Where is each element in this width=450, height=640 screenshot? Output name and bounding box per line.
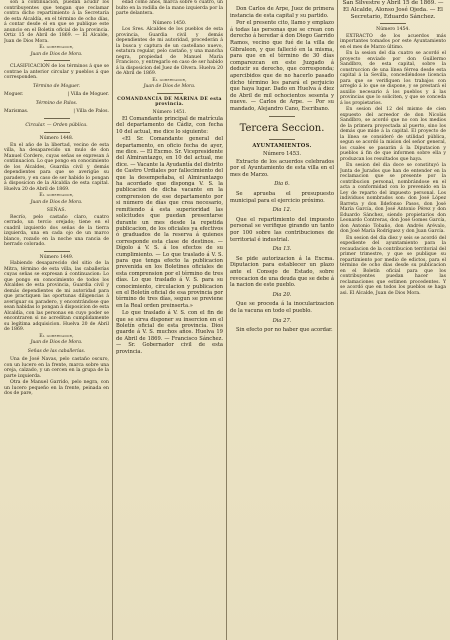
day-heading: Dia 12. [272,207,292,214]
section-title: Tercera Seccion. [239,122,325,134]
column-2 [116,0,223,640]
paragraph: En sesion del 12 del mismo de cien expuesto del acreedor de don Nicolás Sandlbro, se acordó que no con los medios de la primera proyectada al puerto, sino los demás que mide á la capital. El proyecto de la línea se consideró de utilidad pública, segun se acordó la mision del señor general, los cuales se pasarán á la Diputacion y pueblos á fin de que informen sobre ella y produzcan los resultados que haya. [340,107,446,162]
day-heading: Dia 27. [272,317,292,324]
signature-title: El gobernador, [39,45,74,50]
paragraph: son á continuacion, puedan acudir los contribuyentes que tengan que reclamar contra dicho repartimiento á la Secretaría de esta Alcaldía, en el término de ocho días, á contar desde el en que se publique este anuncio en el Boletin oficial de la provincia. Ortiz 15 de Abril de 1869. — El Alcalde, Juan de Dios Mora. [4,0,109,44]
divider [44,132,70,133]
paragraph: «El Sr. Comandante general del departamento, en oficio fecha de ayer, me dice. — El Excmo. Sr. Vicepresidente del Almirantazgo, en 10 del actual, me dice. — Vacante la Ayudantía del distrito de Castro Urdiales por fallecimiento del que la desempeñaba, el Almirantazgo ha acordado que disponga V. S. la publicacion de dicha vacante en la comprension de ese departamento por si número de días que crea necesario, remitiendo á esta superioridad las solicitudes que puedan presentarse durante un mes desde la repetida publicacion, de los oficiales ya efectivos ó graduados de la reserva á quienes corresponde esta clase de destinos. — Dígolo á V. S. á los efectos de su cumplimiento. — Lo que traslado á V. S. para que tenga efecto la publicacion prevenida en los Boletines oficiales de esta comprension por el término de tres días. Lo que traslado á V. S. para su conocimiento, circulacion y publicacion en el Boletín oficial de esa provincia por término de tres días, segun se previene en la Real orden preinserta.» [116,136,223,309]
divider [269,116,295,117]
section-heading: CLASIFICACION de los términos á que se contrae la anterior circular y pueblos á que corresponden. [4,64,109,80]
divider [44,251,70,252]
ayuntamientos-heading: AYUNTAMIENTOS. [252,142,312,149]
day-heading: Dia 6. [274,181,290,188]
notice-number: Número 1454. [376,27,410,33]
notice-number: Número 1449. [39,254,74,260]
paragraph: Recrío, pelo castaño claro, cuatro cerrado, un tercio orejado; tiene en el cuadril izquierdo dos señas de la tierra izquierda, una en cada ojo de un marco blanco, rozado en la noche una rancia de herrado colorado. [4,214,109,247]
paragraph: En la sesion del dia cuatro se acordó el proyecto enviado por don Guillermo Sandlbro, de esta capital, sobre la construccion de una línea férrea desde esta capital á la Sevilla, concediéndose licencia para que se verifiquen los trabajos con arreglo á lo que se dispone, y se prestará el auxilio necesario á los pueblos y á las provincias que lo soliciten, y que se conceda á los propietarios. [340,51,446,106]
signature-title: El gobernador, [39,333,74,339]
paragraph: Que el repartimiento del impuesto personal se verifique girando un tanto por 100 sobre las contribuciones de territorial é industrial. [230,216,334,243]
paragraph: Una de José Navas, pelo castaño oscuro, con un lucero en la frente, marca sobre una oreja, calzado, y un cercen en la grupa de la parte izquierda. [4,357,109,379]
terms-row-right: | Villa de Moguer. [67,92,109,97]
signature-title: El gobernador, [39,193,74,198]
terms-row [4,92,109,98]
signature-name: Juan de Dios de Mora. [30,51,83,57]
terms-row-right: | Villa de Palos. [73,109,109,114]
column-1 [4,0,109,640]
notice-number: Número 1450. [152,20,187,26]
paragraph: Lo que traslado á V. S. con el fin de que se sirva disponer su insercion en el Boletín oficial de esta provincia. Dios guarde á V. S. muchos años. Huelva 19 de Abril de 1869. — Francisco Sánchez. — Sr. Gobernador civil de esta provincia. [116,310,223,355]
signature-name: Juan de Dios de Mora. [143,84,196,89]
paragraph: En sesion del dia diez y seis se acordó del expediente del ayuntamiento para la recaudacion de la contribucion territorial del primer trimestre, y que se publique su repartimiento por medio de edictos, para el término de ocho dias desde su publicacion en el Boletín oficial para que los contribuyentes puedan hacer las reclamaciones que estimen procedentes. Y se acordó que en todos los pueblos se haga asi. El Alcalde, Juan de Dios Mora. [340,235,446,296]
paragraph: Por el presente cito, llamo y emplazo á todas las personas que se crean con derecho á heredar á don Diego Garrido Ramos, vecino que fué de la villa de Gibraleon, y que falleció en la misma, para que en el término de 30 días comparezcan en este Juzgado á deducir su derecho, que corresponda; apercibidos que de no hacerlo pasado dicho término les parará el perjuicio que haya lugar. Dado en Huelva á diez de Abril de mil ochocientos sesenta y nueve. — Carlos de Arpe. — Por su mandado, Alejandro Cano, Escribano. [230,20,334,112]
paragraph: Otra de Manuel Garrido, pelo negra, con un lucero pequeño en la frente, peinada en dos de pare, [4,380,109,396]
day-heading: Dia 20. [272,291,292,298]
terms-row-left: Moguer. [4,92,24,97]
term-heading: Término de Moguer. [33,83,80,89]
divider [157,93,183,94]
paragraph: Extracto de los acuerdos celebrados por el Ayuntamiento de esta villa en el mes de Marzo. [230,158,334,178]
senas-heading: SEÑAS. [46,208,67,213]
section-heading: COMANDANCIA DE MARINA DE esta provincia. [117,96,222,107]
signature-title: El gobernador, [152,77,187,83]
notice-number: Número 1451. [152,109,187,115]
column-4 [340,0,446,640]
day-heading: Dia 13. [272,246,292,253]
paragraph: Que se proceda á la inocularizacion de la vacuna en todo el pueblo. [230,301,334,314]
paragraph: Los Sres. Alcaldes de los pueblos de esta provincia, Guardia civil y demás dependientes de mi autoridad, procederán á la busca y captura de un castellano nuevo, estatura regular, pelo castaño, y una mancha negra, propiedad de Manuel María Francisco, y entregarlo en caso de ser habido á la disposicion del Juez de Olvera. Huelva 20 de Abril de 1869. [116,27,223,76]
terms-row-left: Marismas. [4,109,29,114]
paragraph: Don Carlos de Arpe, Juez de primera instancia de esta capital y su partido. [230,6,334,19]
paragraph: En el año de la libertad, vecino de esta villa, ha desaparecido un mulo de don Manuel Cordero, cuyas señas se expresan á continuacion. Lo que pongo en conocimiento de los Alcaldes, Guardia civil y demás dependientes para que se averigüe su paradero, y en caso de ser habido lo pongan á disposicion de la Alcaldía de esta capital. Huelva 20 de Abril de 1869. [4,142,109,192]
divider [44,118,70,119]
column-divider [337,0,338,640]
circular-heading: Circular. — Orden pública. [25,122,88,128]
notice-number: Número 1453. [263,151,301,158]
divider [44,60,70,61]
paragraph: San Silvestre y Abril 15 de 1869. — El Alcalde, Alonso José Ojeda. — El Secretario, Eduardo Sánchez. [342,0,444,20]
notice-number: Número 1448. [39,136,74,141]
paragraph: En sesion del dia doce se constituyó la Junta de Jurados que han de entender en la reclamacion que se presente por la contribucion personal, nombrándose en el acta a conformidad con lo prevenido en la Ley de reparto del impuesto personal. Los individuos nombrados son: don José López Barreta y don Ildefonso Pasos, don José María García, don José Antonio Pérez y don Eduardo Sánchez, siendo propietarios don Leonardo Contreras, don José Gomes García, don Antonio Tobaño, don Andrés Arévalo, don José María Rodríguez y don Juan García. [340,163,446,235]
paragraph: edad como años, marca sobre 6 cuatro, un bulto en la rodilla de la mano izquierda por la parte delantera. [116,0,223,16]
paragraph: Habiendo desaparecido del sitio de la Mitra, término de esta villa, las caballerías cuyas señas se expresan á continuacion: Lo que pongo en conocimiento de todos los Alcaldes de esta provincia, Guardia civil y demás dependientes de mi autoridad para que practiquen las oportunas diligencias á averiguar su paradero, y encontrándose que sean habidas lo pongan á disposicion de esta Alcaldía, con las personas en cuyo poder se encontraren si no acreditan cumplidamente su legítima adquisicion. Huelva 20 de Abril de 1869. [4,261,109,332]
divider [380,23,406,24]
paragraph: Sin efecto por no haber que acordar. [236,327,333,334]
term-heading: Término de Palos. [35,100,78,106]
paragraph: EXTRACTO de los acuerdos más importantes tomados por este Ayuntamiento en el mes de Marzo último. [340,33,446,50]
paragraph: El Comandante principal de matrícula del departamento de Cádiz, con fecha 10 del actual, me dice lo siguiente: [116,116,223,135]
signature-name: Juan de Dios de Mora. [30,199,83,205]
column-divider [226,0,227,640]
divider [269,139,295,140]
senas-heading: Señas de las caballerías. [27,348,86,354]
signature-name: Juan de Dios de Mora. [30,340,83,345]
paragraph: Se pide autorizacion á la Excma. Diputacion para establecer un plazo ante el Consejo de Estado, sobre revocacion de una deuda que se debe á la nacion de este pueblo. [230,255,334,289]
terms-row [4,109,109,115]
column-3 [230,0,334,640]
column-divider [112,0,113,640]
paragraph: Se aprueba el presupuesto municipal para el ejercicio próximo. [230,191,334,204]
